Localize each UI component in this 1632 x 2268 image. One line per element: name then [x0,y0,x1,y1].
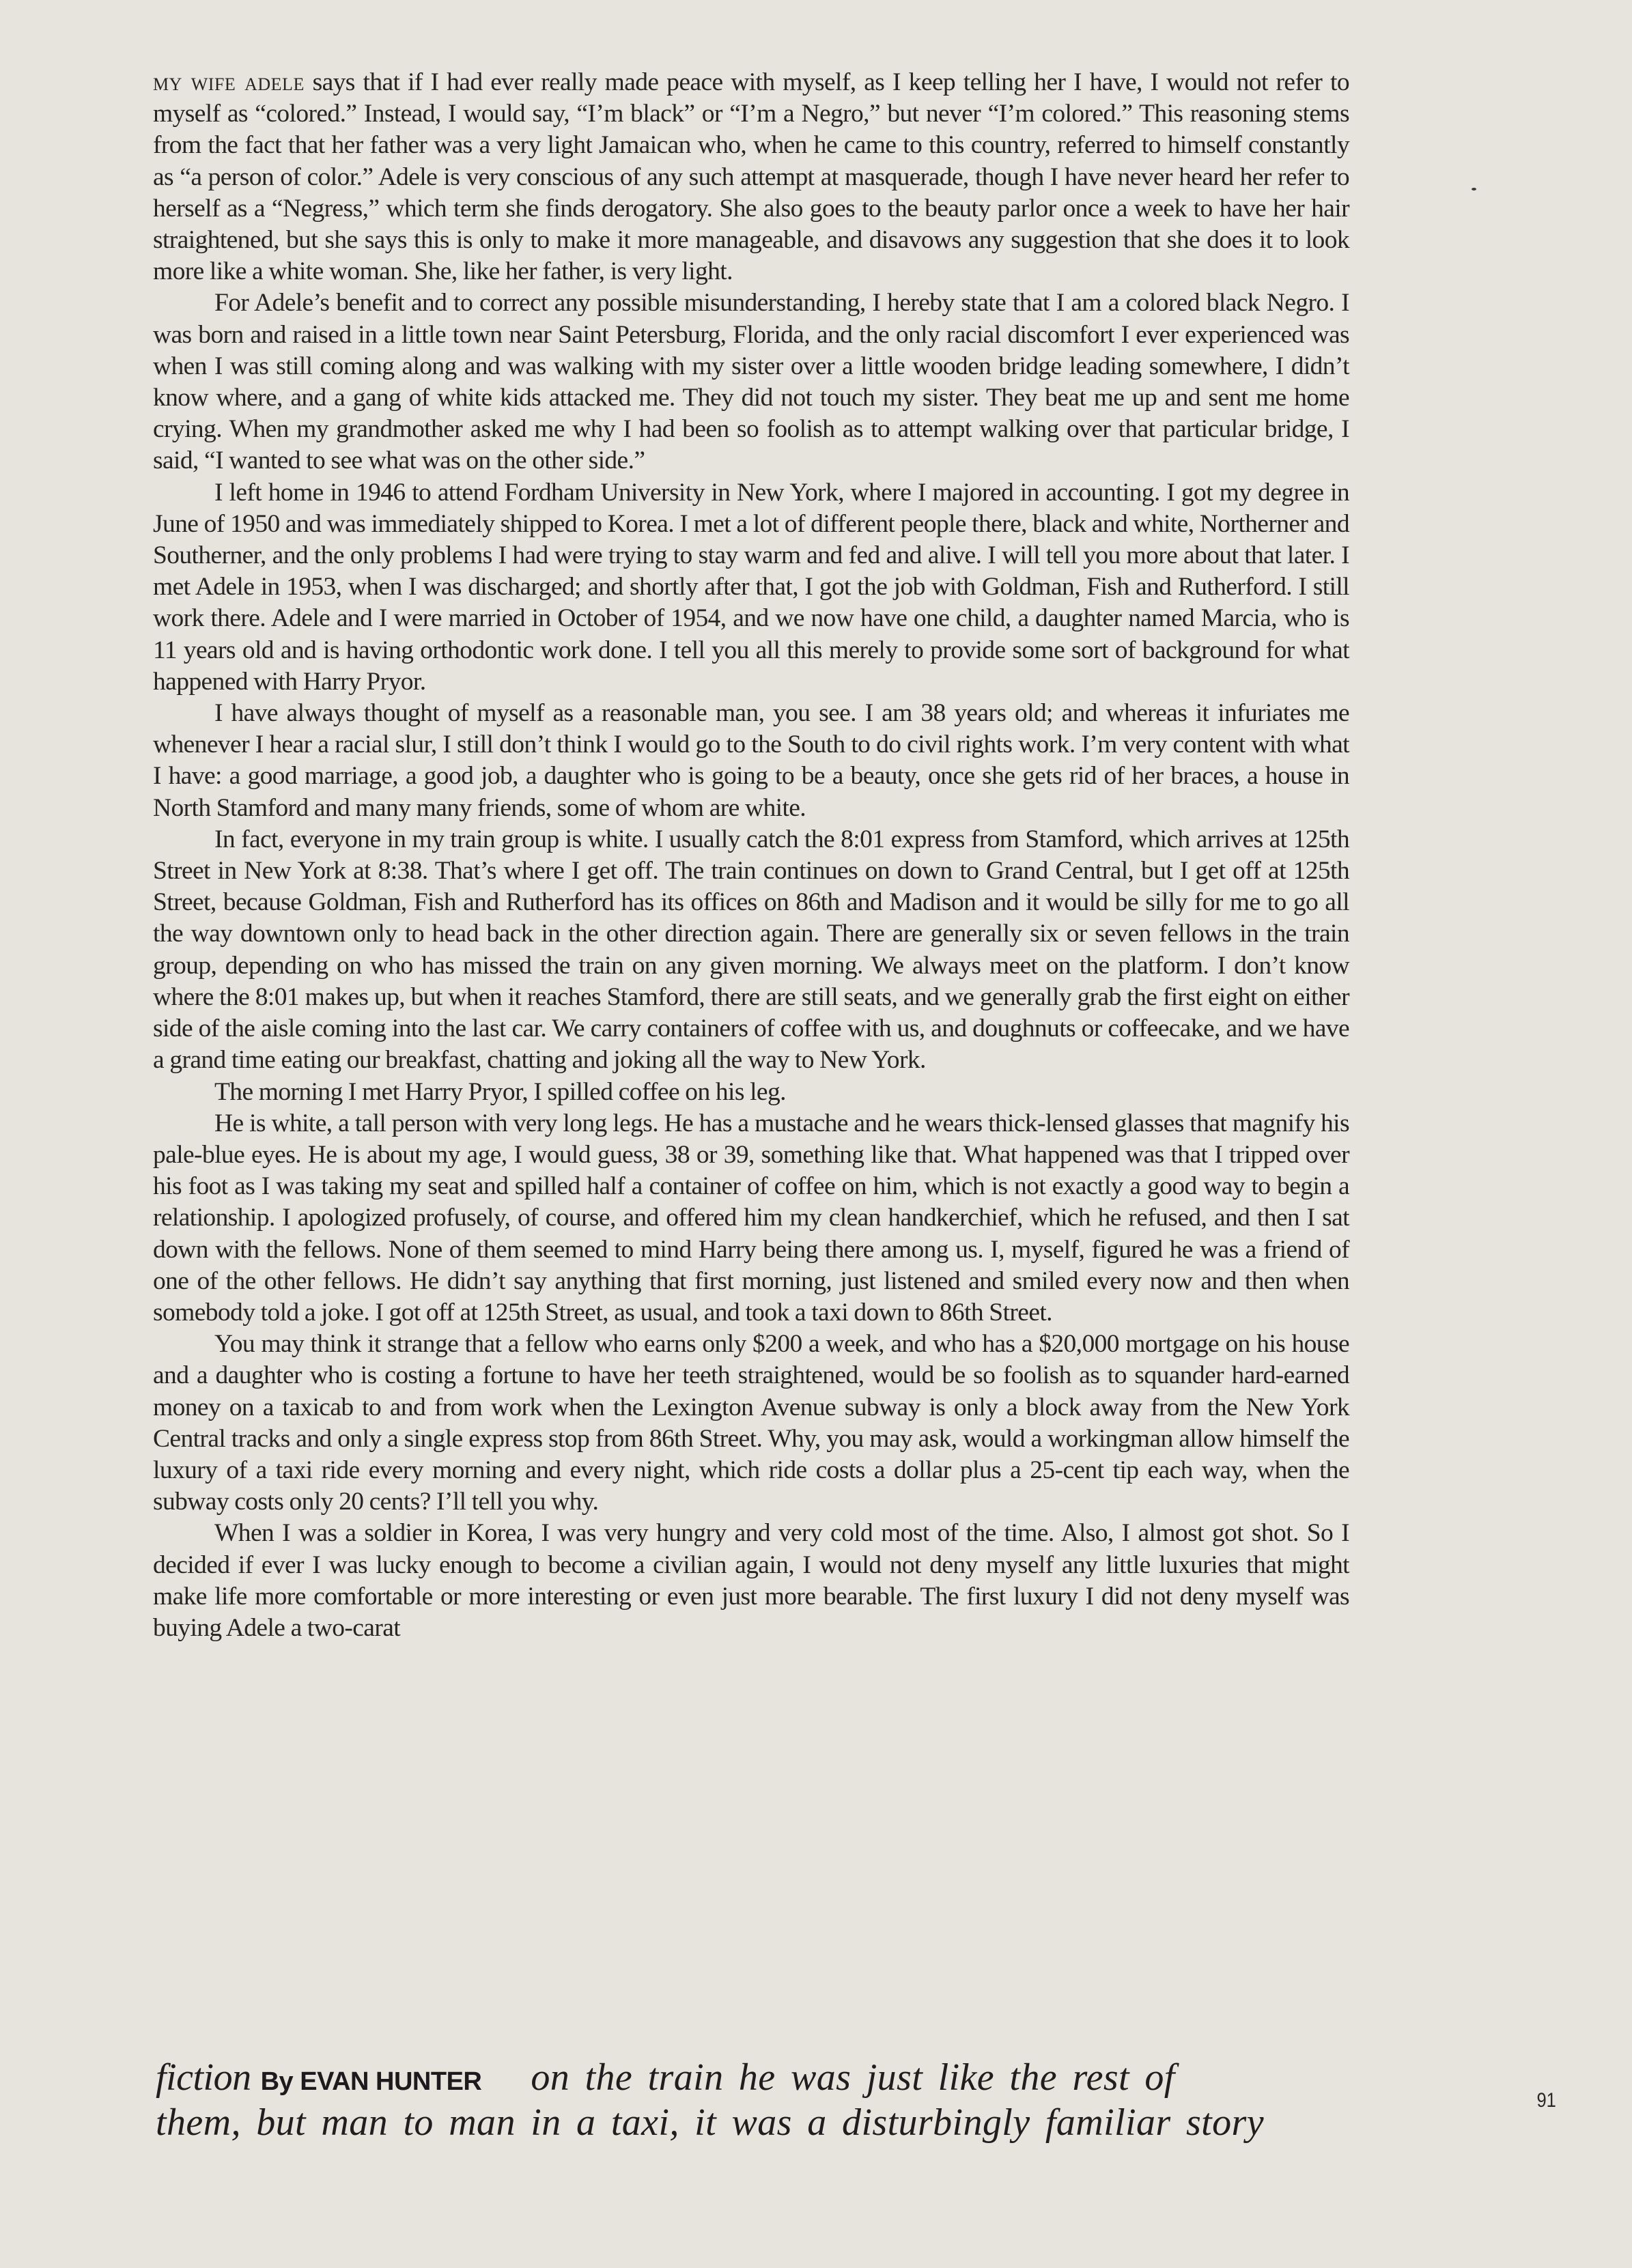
paragraph-text: says that if I had ever really made peace with myself, as I keep telling her I have, I would not refer to myself as “colored.” Instead, I would say, “I’m black” or “I’m a Negro,” but never “I’m colored.” This reasoning stems from the fact that her father was a very light Jamaican who, when he came to this country, referred to himself constantly as “a person of color.” Adele is very conscious of any such attempt at masquerade, though I have never heard her refer to herself as a “Negress,” which term she finds derogatory. She also goes to the beauty parlor once a week to have her hair straightened, but she says this is only to make it more manageable, and disavows any suggestion that she does it to look more like a white woman. She, like her father, is very light. [153,68,1349,286]
print-speck [1472,188,1476,190]
lead-in-smallcaps: my wife adele [153,68,305,96]
article-paragraph: The morning I met Harry Pryor, I spilled coffee on his leg. [214,1077,786,1106]
author-byline: By EVAN HUNTER [260,2067,482,2096]
article-paragraph: I left home in 1946 to attend Fordham University in New York, where I majored in accounting. I got my degree in June of 1950 and was immediately shipped to Korea. I met a lot of different people there, black and white, Northerner and Southerner, and the only problems I had were trying to stay warm and fed and alive. I will tell you more about that later. I met Adele in 1953, when I was discharged; and shortly after that, I got the job with Goldman, Fish and Rutherford. I still work there. Adele and I were married in October of 1954, and we now have one child, a daughter named Marcia, who is 11 years old and is having orthodontic work done. I tell you all this merely to provide some sort of background for what happened with Harry Pryor. [153,478,1349,696]
article-paragraph: When I was a soldier in Korea, I was very hungry and very cold most of the time. Also, I almost got shot. So I decided if ever I was lucky enough to become a civilian again, I would not deny myself any little luxuries that might make life more comfortable or more interesting or even just more bearable. The first luxury I did not deny myself was buying Adele a two-carat [153,1519,1349,1642]
article-paragraph: For Adele’s benefit and to correct any possible misunderstanding, I hereby state that I am a colored black Negro. I was born and raised in a little town near Saint Petersburg, Florida, and the only racial discomfort I ever experienced was when I was still coming along and was walking with my sister over a little wooden bridge leading somewhere, I didn’t know where, and a gang of white kids attacked me. They did not touch my sister. They beat me up and sent me home crying. When my grandmother asked me why I had been so foolish as to attempt walking over that particular bridge, I said, “I wanted to see what was on the other side.” [153,289,1349,475]
article-paragraph: You may think it strange that a fellow who earns only $200 a week, and who has a $20,000 mortgage on his house and a daughter who is costing a fortune to have her teeth straightened, would be so foolish as to squander hard-earned money on a taxicab to and from work when the Lexington Avenue subway is only a block away from the New York Central tracks and only a single express stop from 86th Street. Why, you may ask, would a workingman allow himself the luxury of a taxi ride every morning and every night, which ride costs a dollar plus a 25-cent tip each way, when the subway costs only 20 cents? I’ll tell you why. [153,1330,1349,1516]
article-paragraph [153,67,1349,287]
story-deck-line-2: them, but man to man in a taxi, it was a disturbingly familiar story [156,2101,1264,2144]
title-line-2 [156,2100,1364,2145]
article-paragraph: I have always thought of myself as a reasonable man, you see. I am 38 years old; and whereas it infuriates me whenever I hear a racial slur, I still don’t think I would go to the South to do civil rights work. I’m very content with what I have: a good marriage, a good job, a daughter who is going to be a beauty, once she gets rid of her braces, a house in North Stamford and many many friends, some of whom are white. [153,699,1349,822]
article-body [153,67,1349,1644]
title-line-1 [156,2055,1364,2100]
section-label: fiction [156,2056,251,2099]
article-paragraph: He is white, a tall person with very long legs. He has a mustache and he wears thick-lensed glasses that magnify his pale-blue eyes. He is about my age, I would guess, 38 or 39, something like that. What happened was that I tripped over his foot as I was taking my seat and spilled half a container of coffee on him, which is not exactly a good way to begin a relationship. I apologized profusely, of course, and offered him my clean handkerchief, which he refused, and then I sat down with the fellows. None of them seemed to mind Harry being there among us. I, myself, figured he was a friend of one of the other fellows. He didn’t say anything that first morning, just listened and smiled every now and then when somebody told a joke. I got off at 125th Street, as usual, and took a taxi down to 86th Street. [153,1109,1349,1327]
page-number: 91 [1536,2089,1556,2112]
article-paragraph: In fact, everyone in my train group is white. I usually catch the 8:01 express from Stamford, which arrives at 125th Street in New York at 8:38. That’s where I get off. The train continues on down to Grand Central, but I get off at 125th Street, because Goldman, Fish and Rutherford has its offices on 86th and Madison and it would be silly for me to go all the way downtown only to head back in the other direction again. There are generally six or seven fellows in the train group, depending on who has missed the train on any given morning. We always meet on the platform. I don’t know where the 8:01 makes up, but when it reaches Stamford, there are still seats, and we generally grab the first eight on either side of the aisle coming into the last car. We carry containers of coffee with us, and doughnuts or coffeecake, and we have a grand time eating our breakfast, chatting and joking all the way to New York. [153,825,1349,1075]
story-deck-line-1: on the train he was just like the rest of [531,2056,1175,2099]
story-title-block [156,2055,1364,2145]
